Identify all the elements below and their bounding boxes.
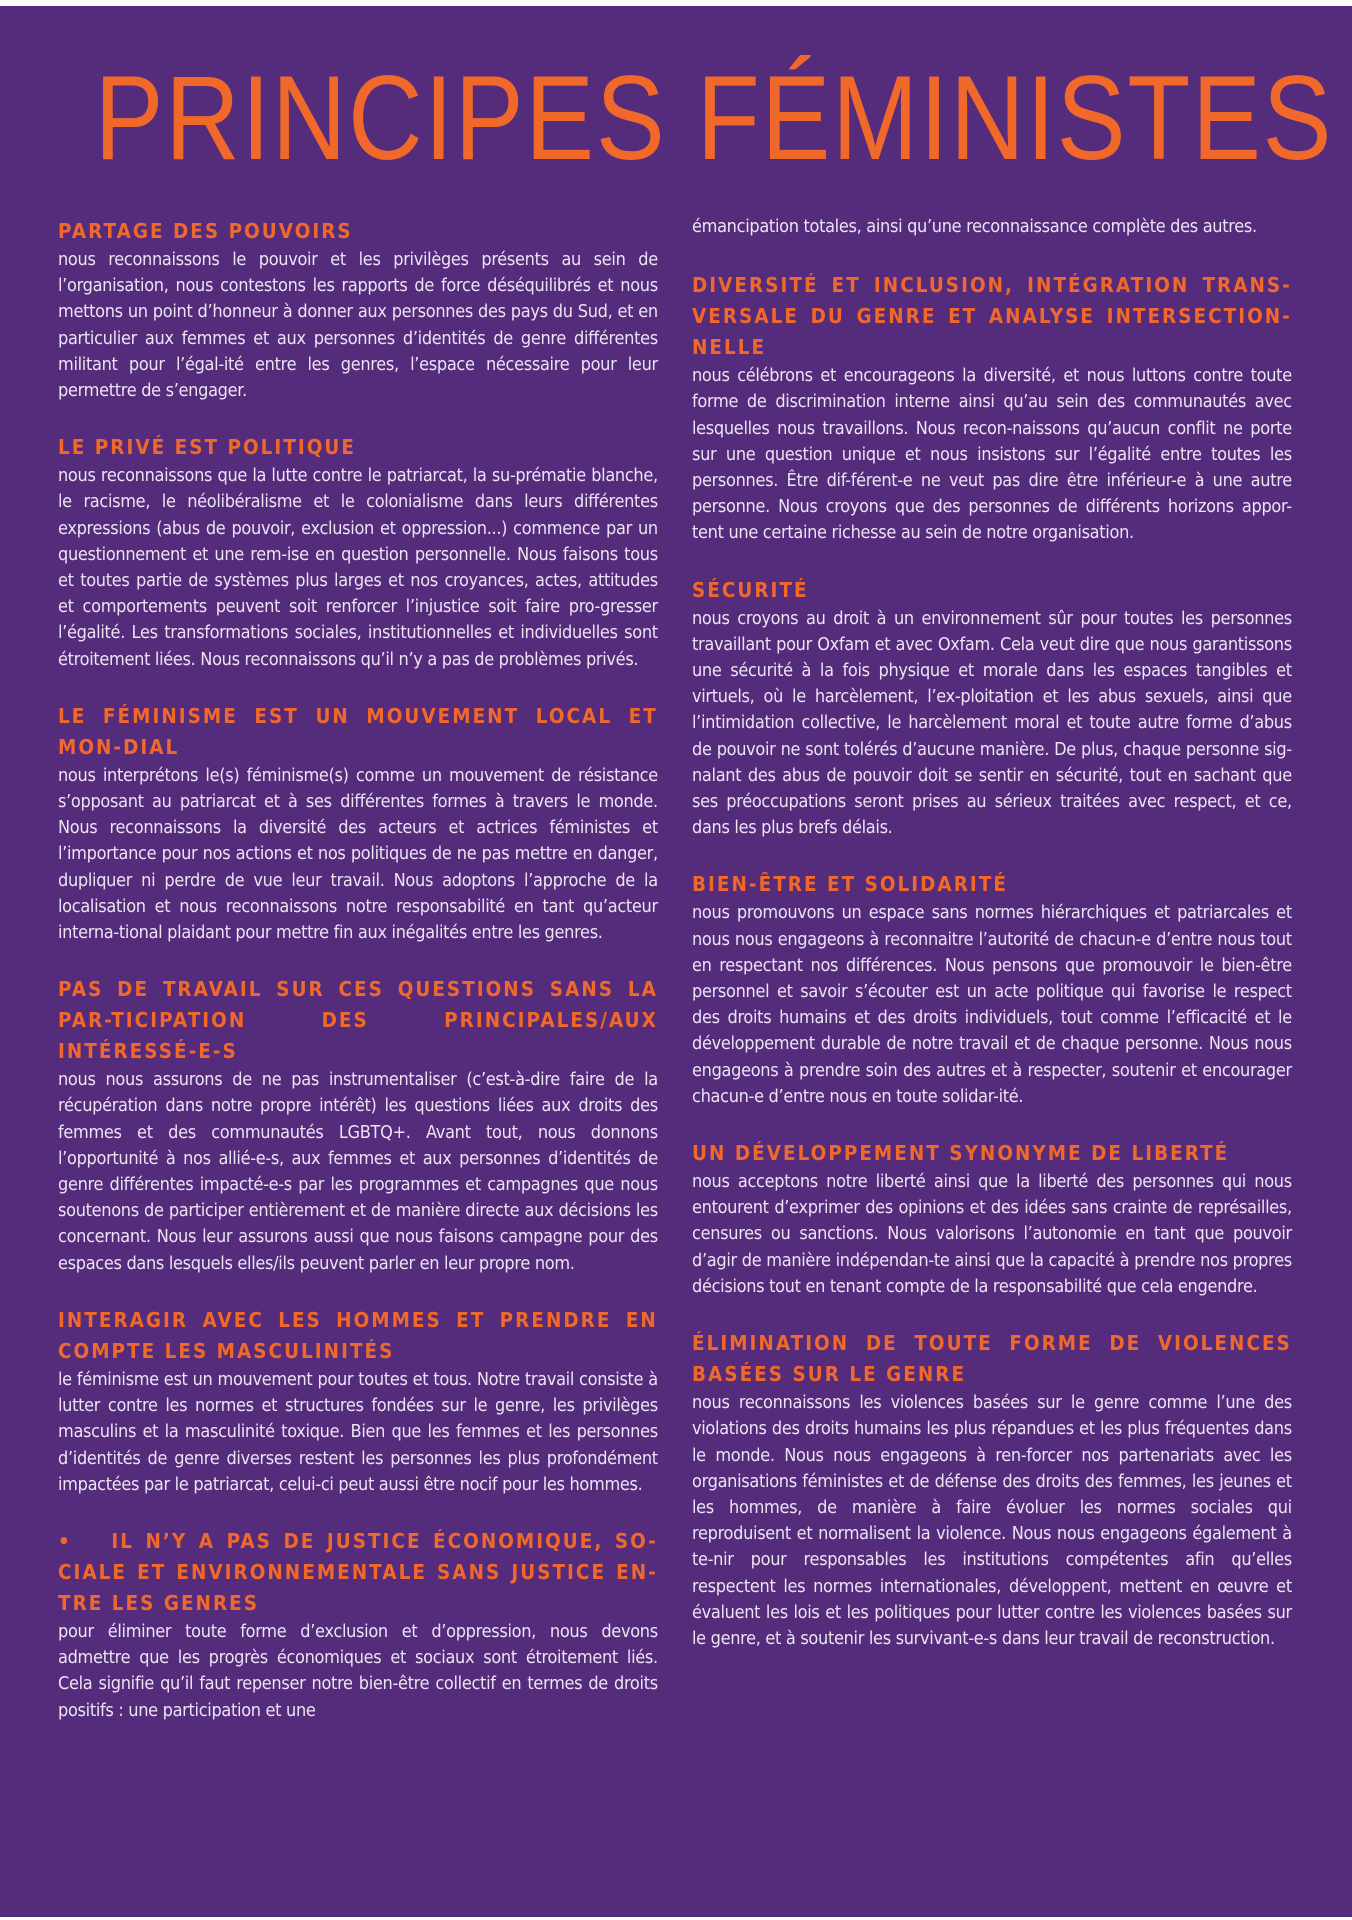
section-heading: UN DÉVELOPPEMENT SYNONYME DE LIBERTÉ (692, 1141, 1230, 1166)
section-heading (58, 1526, 658, 1619)
section-body: nous acceptons notre liberté ainsi que la liberté des personnes qui nous entourent d’exprimer des opinions et des idées sans crainte de représailles, censures ou sanctions. Nous valorisons l’autonomie en tant que pouvoir d’agir de manière indépendan-te ainsi que la capacité à prendre nos propres décisions tout en tenant compte de la responsabilité que cela engendre. (692, 1172, 1292, 1297)
section-body: le féminisme est un mouvement pour toutes et tous. Notre travail consiste à lutter contre les normes et structures fondées sur le genre, les privilèges masculins et la masculinité toxique. Bien que les femmes et les personnes d’identités de genre diverses restent les personnes les plus profondément impactées par le patriarcat, celui-ci peut aussi être nocif pour les hommes. (58, 1369, 658, 1495)
section-bien-etre-solidarite (692, 869, 1292, 1110)
section-body: nous promouvons un espace sans normes hiérarchiques et patriarcales et nous nous engageons à reconnaitre l’autorité de chacun-e d’entre nous tout en respectant nos différences. Nous pensons que promouvoir le bien-être personnel et savoir s’écouter est un acte politique qui favorise le respect des droits humains et des droits individuels, tout comme l’efficacité et le développement durable de notre travail et de chaque personne. Nous nous engageons à prendre soin des autres et à respecter, soutenir et encourager chacun-e d’entre nous en toute solidar-ité. (692, 903, 1292, 1107)
bullet-icon: • (58, 1528, 72, 1553)
continued-body: émancipation totales, ainsi qu’une reconnaissance complète des autres. (692, 217, 1257, 237)
section-body: nous nous assurons de ne pas instrumentaliser (c’est-à-dire faire de la récupération dans notre propre intérêt) les questions liées aux droits des femmes et des communautés LGBTQ+. Avant tout, nous donnons l’opportunité à nos allié-e-s, aux femmes et aux personnes d’identités de genre différentes impacté-e-s par les programmes et campagnes que nous soutenons de participer entièrement et de manière directe aux décisions les concernant. Nous leur assurons aussi que nous faisons campagne pour des espaces dans lesquels elles/ils peuvent parler en leur propre nom. (58, 1070, 658, 1274)
section-body: nous célébrons et encourageons la diversité, et nous luttons contre toute forme de discrimination interne ainsi qu’au sein des communautés avec lesquelles nous travaillons. Nous recon-naissons qu’aucun conflit ne porte sur une question unique et nous insistons sur l’égalité entre toutes les personnes. Être dif-férent-e ne veut pas dire être inférieur-e à une autre personne. Nous croyons que des personnes de différents horizons appor-tent une certaine richesse au sein de notre organisation. (692, 366, 1292, 544)
section-heading: LE FÉMINISME EST UN MOUVEMENT LOCAL ET MON-DIAL (58, 703, 658, 759)
page-title: PRINCIPES FÉMINISTES (94, 51, 1334, 185)
section-body: nous reconnaissons que la lutte contre le patriarcat, la su-prématie blanche, le racisme, le néolibéralisme et le colonialisme dans leurs différentes expressions (abus de pouvoir, exclusion et oppression...) commence par un questionnement et une rem-ise en question personnelle. Nous faisons tous et toutes partie de systèmes plus larges et nos croyances, actes, attitudes et comportements peuvent soit renforcer l’injustice soit faire pro-gresser l’égalité. Les transformations sociales, institutionnelles et individuelles sont étroitement liées. Nous reconnaissons qu’il n’y a pas de problèmes privés. (58, 466, 658, 670)
section-participation-interesses (58, 974, 658, 1277)
section-feminisme-local-mondial (58, 701, 658, 946)
section-body: nous reconnaissons le pouvoir et les privilèges présents au sein de l’organisation, nous contestons les rapports de force déséquilibrés et nous mettons un point d’honneur à donner aux personnes des pays du Sud, et en particulier aux femmes et aux personnes d’identités de genre différentes militant pour l’égal-ité entre les genres, l’espace nécessaire pour leur permettre de s’engager. (58, 250, 658, 402)
section-heading: LE PRIVÉ EST POLITIQUE (58, 435, 356, 460)
section-body: nous reconnaissons les violences basées sur le genre comme l’une des violations des droits humains les plus répandues et les plus fréquentes dans le monde. Nous nous engageons à ren-forcer nos partenariats avec les organisations féministes et de défense des droits des femmes, les jeunes et les hommes, de manière à faire évoluer les normes sociales qui reproduisent et normalisent la violence. Nous nous engageons également à te-nir pour responsables les institutions compétentes afin qu’elles respectent les normes internationales, développent, mettent en œuvre et évaluent les lois et les politiques pour lutter contre les violences basées sur le genre, et à soutenir les survivant-e-s dans leur travail de reconstruction. (692, 1393, 1292, 1649)
poster-page (0, 6, 1352, 1917)
section-heading: INTERAGIR AVEC LES HOMMES ET PRENDRE EN COMPTE LES MASCULINITÉS (58, 1307, 658, 1363)
section-le-prive-est-politique (58, 432, 658, 673)
section-body: nous croyons au droit à un environnement sûr pour toutes les personnes travaillant pour Oxfam et avec Oxfam. Cela veut dire que nous garantissons une sécurité à la fois physique et morale dans les espaces tangibles et virtuels, où le harcèlement, l’ex-ploitation et les abus sexuels, ainsi que l’intimidation collective, le harcèlement moral et toute autre forme d’abus de pouvoir ne sont tolérés d’aucune manière. De plus, chaque personne sig-nalant des abus de pouvoir doit se sentir en sécurité, tout en sachant que ses préoccupations seront prises au sérieux traitées avec respect, et ce, dans les plus brefs délais. (692, 608, 1292, 839)
section-developpement-liberte (692, 1138, 1292, 1300)
section-body: pour éliminer toute forme d’exclusion et d’oppression, nous devons admettre que les progrès économiques et sociaux sont étroitement liés. Cela signifie qu’il faut repenser notre bien-être collectif en termes de droits positifs : une participation et une (58, 1621, 658, 1721)
section-diversite-inclusion (692, 270, 1292, 546)
section-heading: DIVERSITÉ ET INCLUSION, INTÉGRATION TRANS-VERSALE DU GENRE ET ANALYSE INTERSECTION-NELLE (692, 273, 1292, 360)
section-heading: PARTAGE DES POUVOIRS (58, 219, 353, 243)
section-partage-des-pouvoirs (58, 216, 658, 404)
section-heading: BIEN-ÊTRE ET SOLIDARITÉ (692, 872, 1008, 897)
right-column (692, 214, 1292, 1680)
left-column (58, 216, 658, 1752)
section-interagir-avec-les-hommes (58, 1305, 658, 1498)
section-securite (692, 575, 1292, 842)
section-elimination-violences (692, 1328, 1292, 1652)
section-justice-economique (58, 1526, 658, 1724)
section-heading: ÉLIMINATION DE TOUTE FORME DE VIOLENCES BASÉES SUR LE GENRE (692, 1331, 1292, 1387)
section-heading: SÉCURITÉ (692, 577, 809, 602)
section-heading-text: IL N’Y A PAS DE JUSTICE ÉCONOMIQUE, SO-CIALE ET ENVIRONNEMENTALE SANS JUSTICE EN-TRE LES GENRES (58, 1528, 658, 1615)
section-heading: PAS DE TRAVAIL SUR CES QUESTIONS SANS LA PAR-TICIPATION DES PRINCIPALES/AUX INTÉRESSÉ-E-S (58, 977, 658, 1064)
section-body: nous interprétons le(s) féminisme(s) comme un mouvement de résistance s’opposant au patriarcat et à ses différentes formes à travers le monde. Nous reconnaissons la diversité des acteurs et actrices féministes et l’importance pour nos actions et nos politiques de ne pas mettre en danger, dupliquer ni perdre de vue leur travail. Nous adoptons l’approche de la localisation et nous reconnaissons notre responsabilité en tant qu’acteur interna-tional plaidant pour mettre fin aux inégalités entre les genres. (58, 765, 658, 944)
